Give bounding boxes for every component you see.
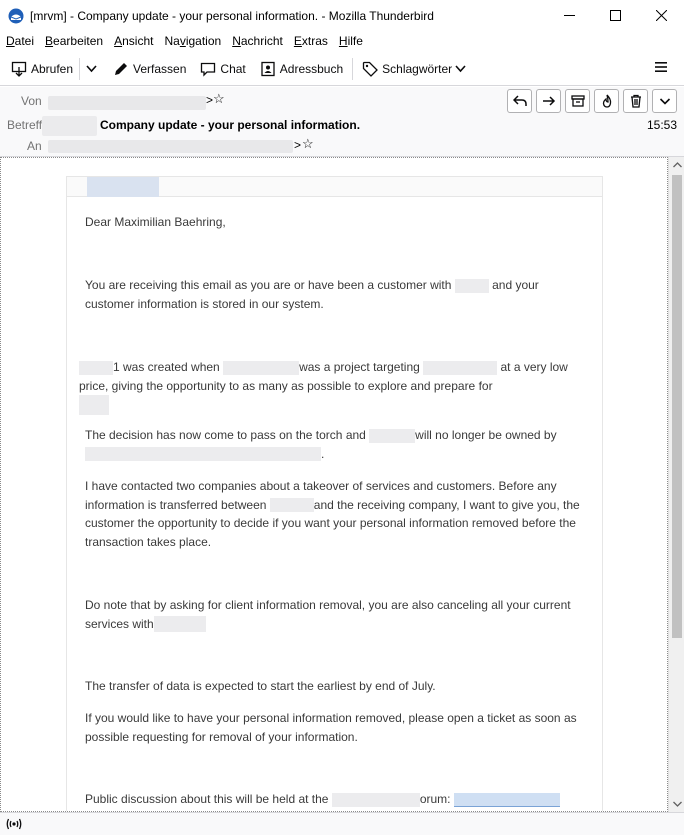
redacted-text: [423, 361, 497, 375]
menu-extras[interactable]: [294, 34, 328, 48]
p8-text-b: orum:: [419, 792, 454, 806]
chevron-down-icon: [86, 63, 97, 74]
status-bar: [0, 812, 684, 835]
chevron-down-icon: [673, 801, 682, 807]
menu-accel: H: [338, 34, 348, 48]
maximize-button[interactable]: [592, 0, 638, 31]
company-logo-redacted: [87, 177, 159, 197]
chat-bubble-icon: [200, 61, 216, 77]
message-header: [0, 87, 684, 157]
menu-accel: N: [232, 34, 241, 48]
p3-text-c: .: [321, 446, 325, 461]
menu-label-rest: atei: [14, 34, 35, 48]
email-banner: [67, 177, 602, 197]
chevron-up-icon: [673, 162, 682, 168]
redacted-text: [270, 498, 314, 512]
more-actions-button[interactable]: [652, 89, 677, 113]
online-status-icon[interactable]: [6, 817, 22, 831]
menu-ansicht[interactable]: [114, 34, 153, 48]
paragraph-8: [85, 790, 585, 809]
forward-button[interactable]: [536, 89, 561, 113]
redacted-text: [455, 279, 489, 293]
subject-label: Betreff: [7, 118, 43, 132]
get-messages-button[interactable]: [8, 56, 76, 82]
subject-text: Company update - your personal information.: [100, 118, 361, 132]
chevron-down-icon: [455, 63, 466, 74]
menu-label-rest: ilfe: [347, 34, 363, 48]
p7-text: If you would like to have your personal information removed, please open a ticket as soon as possible requesting for removal of your information.: [85, 711, 577, 744]
close-button[interactable]: [638, 0, 684, 31]
redacted-text: [223, 361, 299, 375]
redacted-text: [154, 616, 206, 632]
address-book-label: Adressbuch: [279, 61, 344, 76]
hamburger-menu-icon: [654, 60, 668, 74]
window-title: [mrvm] - Company update - your personal information. - Mozilla Thunderbird: [30, 8, 434, 23]
tags-label: Schlagwörter: [382, 61, 453, 76]
menu-bearbeiten[interactable]: [45, 34, 103, 48]
menu-label-rest: nsicht: [122, 34, 154, 48]
trash-icon: [629, 94, 643, 108]
menu-navigation[interactable]: [164, 34, 221, 48]
paragraph-5: [85, 596, 585, 633]
menu-accel: A: [114, 34, 123, 48]
menu-bar: [0, 31, 684, 51]
menu-label-pre: Na: [164, 34, 180, 48]
p2-text-a: 1 was created when: [113, 360, 224, 374]
menu-accel: B: [45, 34, 54, 48]
star-icon[interactable]: ☆: [213, 91, 225, 106]
paragraph-2: [79, 358, 579, 415]
tag-icon: [362, 61, 378, 77]
get-messages-dropdown[interactable]: [83, 56, 104, 82]
p2-text-c: at a very low price, giving the opportunity to as many as possible to explore and prepare for: [79, 360, 568, 393]
subject-prefix-redacted: [42, 116, 97, 136]
p6-text: The transfer of data is expected to start the earliest by end of July.: [85, 679, 436, 693]
email-body: [66, 176, 603, 812]
tags-button[interactable]: [359, 56, 473, 82]
p1-text-a: You are receiving this email as you are or have been a customer with: [85, 278, 455, 292]
menu-datei[interactable]: [6, 34, 34, 48]
flame-icon: [600, 94, 614, 108]
forum-link-redacted[interactable]: [454, 793, 560, 807]
to-address-arrow: >: [294, 138, 302, 152]
message-pane[interactable]: [0, 157, 668, 812]
greeting-text: Dear Maximilian Baehring,: [85, 215, 226, 229]
paragraph-4: [85, 477, 585, 551]
reply-button[interactable]: [507, 89, 532, 113]
menu-accel: v: [179, 34, 186, 48]
menu-label-rest: achricht: [240, 34, 283, 48]
p2-text-b: was a project targeting: [299, 360, 424, 374]
greeting: [85, 213, 585, 232]
toolbar-separator: [79, 58, 80, 80]
redacted-text: [79, 395, 109, 415]
from-label: Von: [21, 94, 42, 108]
reply-icon: [513, 94, 527, 108]
junk-button[interactable]: [594, 89, 619, 113]
paragraph-6: [85, 677, 585, 696]
scroll-down-button[interactable]: [669, 796, 684, 812]
forward-arrow-icon: [542, 94, 556, 108]
to-label: An: [27, 139, 42, 153]
menu-nachricht[interactable]: [232, 34, 283, 48]
scrollbar-thumb[interactable]: [672, 175, 682, 638]
message-time: 15:53: [646, 118, 677, 132]
chat-label: Chat: [220, 61, 246, 76]
get-messages-label: Abrufen: [31, 61, 74, 76]
scroll-up-button[interactable]: [669, 157, 684, 173]
menu-accel: D: [6, 34, 15, 48]
redacted-text: [79, 361, 113, 375]
p3-text-a: The decision has now come to pass on the torch and: [85, 428, 370, 442]
app-menu-button[interactable]: [654, 60, 668, 77]
delete-button[interactable]: [623, 89, 648, 113]
p1-text-b: and your customer information is stored in our system.: [85, 278, 539, 311]
toolbar-separator: [352, 58, 353, 80]
thunderbird-logo-icon: [8, 8, 24, 24]
maximize-icon: [610, 10, 621, 21]
archive-button[interactable]: [565, 89, 590, 113]
minimize-icon: [564, 10, 575, 21]
p4-text-b: and the receiving company, I want to give you, the customer the opportunity to decide if you want your personal information removed before the transaction takes place.: [85, 497, 580, 549]
chevron-down-icon: [659, 95, 671, 107]
main-toolbar: [0, 52, 684, 86]
write-label: Verfassen: [133, 61, 187, 76]
menu-accel: E: [293, 34, 302, 48]
p3-text-b: will no longer be owned by: [415, 428, 557, 442]
menu-hilfe[interactable]: [339, 34, 363, 48]
write-button[interactable]: [110, 56, 189, 82]
minimize-button[interactable]: [546, 0, 592, 31]
pencil-icon: [113, 61, 129, 77]
p5-text-a: Do note that by asking for client information removal, you are also canceling all your current services with: [85, 598, 571, 631]
p8-text-a: Public discussion about this will be held at the: [85, 792, 332, 806]
paragraph-7: [85, 709, 585, 746]
header-action-buttons: [507, 89, 677, 113]
vertical-scrollbar[interactable]: [668, 157, 684, 812]
close-icon: [656, 10, 667, 21]
address-book-icon: [260, 61, 276, 77]
redacted-text: [332, 793, 420, 807]
from-address-redacted[interactable]: [48, 96, 206, 110]
paragraph-1: [85, 276, 585, 313]
p4-text-a: I have contacted two companies about a takeover of services and customers. Before any information is transferred between: [85, 479, 557, 512]
redacted-text: [85, 447, 321, 461]
menu-label-rest: xtras: [301, 34, 328, 48]
menu-label-rest: earbeiten: [53, 34, 104, 48]
paragraph-3: [85, 426, 585, 463]
chat-button[interactable]: [197, 56, 248, 82]
menu-label-rest: igation: [185, 34, 222, 48]
archive-icon: [571, 94, 585, 108]
download-icon: [11, 61, 27, 77]
to-address-redacted[interactable]: [48, 140, 293, 153]
address-book-button[interactable]: [257, 56, 346, 82]
redacted-text: [369, 429, 415, 443]
title-bar: [0, 0, 684, 31]
from-address-arrow: >: [206, 93, 214, 107]
star-icon[interactable]: ☆: [302, 136, 314, 151]
